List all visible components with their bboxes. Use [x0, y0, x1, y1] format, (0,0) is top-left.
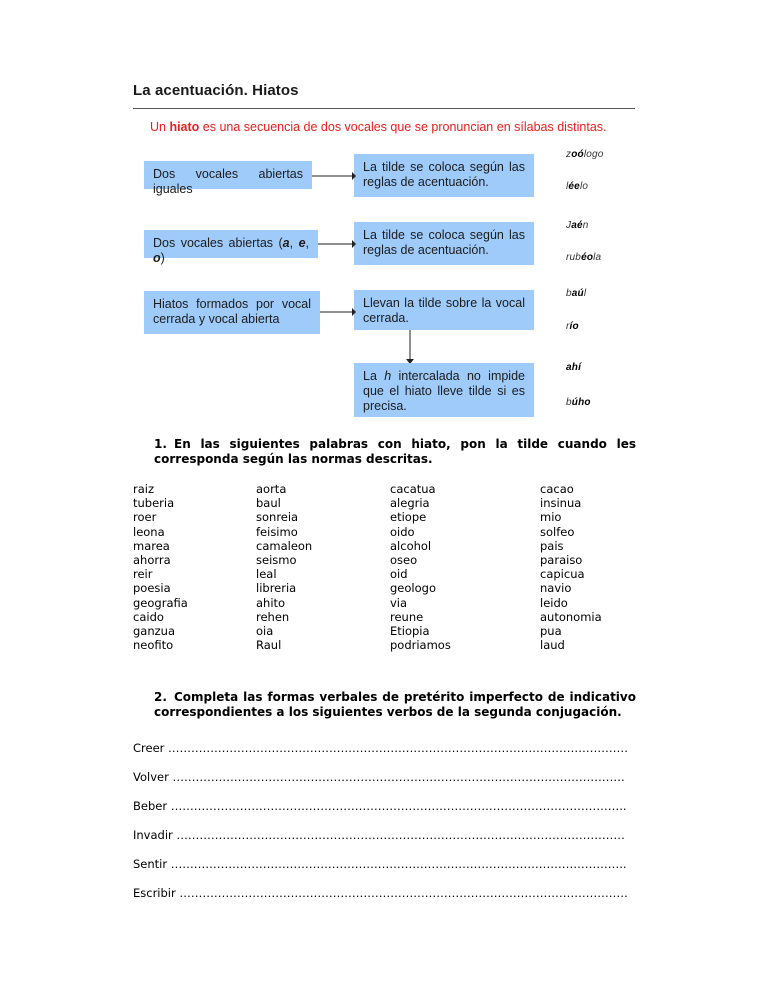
list-item: leal — [256, 567, 277, 582]
example-word: rubéola — [566, 252, 602, 263]
arrow-right-icon — [320, 306, 356, 318]
list-item: cacatua — [390, 482, 436, 496]
list-item: seismo — [256, 553, 297, 568]
list-item: solfeo — [540, 524, 575, 539]
vowel-a: a — [282, 236, 290, 250]
h-box-text: intercalada no impide que el hiato lleve tilde si es precisa. — [363, 369, 525, 413]
verb-label: Beber — [133, 799, 171, 813]
list-item: geologo — [390, 581, 436, 596]
list-item: rehen — [256, 609, 290, 624]
list-item: baul — [256, 496, 281, 511]
question-2 — [154, 690, 636, 720]
answer-blank: ………………………………………………………………………………………………………. — [172, 770, 625, 784]
list-item: tuberia — [133, 496, 175, 511]
list-item: geografia — [133, 595, 188, 610]
rule-box-closed-open: Hiatos formados por vocal cerrada y vocal abierta — [144, 291, 320, 334]
list-item: etiope — [390, 510, 427, 525]
question-1-text: En las siguientes palabras con hiato, pon la tilde cuando les corresponda según las normas descritas. — [154, 437, 636, 466]
list-item: ahorra — [133, 553, 171, 568]
definition-prefix: Un — [150, 120, 170, 134]
example-word: zoólogo — [566, 149, 604, 160]
verb-line-escribir — [133, 886, 628, 900]
example-word: río — [566, 321, 579, 332]
list-item: insinua — [540, 496, 582, 511]
example-word: baúl — [566, 288, 587, 299]
list-item: sonreia — [256, 510, 299, 525]
example-word: búho — [566, 397, 591, 408]
vowel-o: o — [153, 251, 161, 265]
rule-box-open-equal: Dos vocales abiertas iguales — [144, 161, 312, 189]
rule-box-open-different: Dos vocales abiertas (a, e, o) — [144, 230, 318, 258]
verb-line-creer — [133, 741, 628, 755]
rule-result-box-1: La tilde se coloca según las reglas de acentuación. — [354, 154, 534, 197]
rule-result-box-2: La tilde se coloca según las reglas de acentuación. — [354, 222, 534, 265]
verb-label: Creer — [133, 741, 169, 755]
hiato-definition — [150, 120, 630, 134]
list-item: via — [390, 595, 408, 610]
verb-line-beber — [133, 799, 627, 813]
example-word: ahí — [566, 362, 582, 373]
verb-line-volver — [133, 770, 625, 784]
list-item: cacao — [540, 482, 574, 496]
list-item: reir — [133, 567, 153, 582]
rule-box-h-intercalada — [354, 363, 534, 417]
verb-line-invadir — [133, 828, 625, 842]
definition-keyword: hiato — [169, 120, 200, 134]
list-item: capicua — [540, 567, 585, 582]
list-item: oseo — [390, 553, 418, 568]
answer-blank: ……………………………………………………………………………………………………… — [179, 886, 628, 900]
word-column-1 — [133, 482, 188, 652]
list-item: poesia — [133, 581, 171, 596]
verb-label: Escribir — [133, 886, 180, 900]
list-item: marea — [133, 538, 170, 553]
list-item: raiz — [133, 482, 155, 496]
definition-text: es una secuencia de dos vocales que se pronuncian en sílabas distintas. — [199, 120, 607, 134]
list-item: feisimo — [256, 524, 298, 539]
list-item: mio — [540, 510, 562, 525]
answer-blank: ……………………………………………………………………………………………………….. — [170, 857, 627, 871]
word-column-4 — [540, 482, 602, 652]
question-1-number: 1. — [154, 437, 167, 451]
word-column-3 — [390, 482, 451, 652]
arrow-down-icon — [404, 330, 416, 364]
list-item: camaleon — [256, 538, 313, 553]
word-column-2 — [256, 482, 312, 652]
list-item: Raul — [256, 638, 282, 653]
list-item: leona — [133, 524, 165, 539]
rule-box-open-different-prefix: Dos vocales abiertas ( — [153, 236, 283, 250]
list-item: paraiso — [540, 553, 583, 568]
page-title: La acentuación. Hiatos — [133, 82, 299, 99]
verb-line-sentir — [133, 857, 627, 871]
list-item: ganzua — [133, 624, 176, 639]
h-letter: h — [384, 369, 392, 383]
list-item: neofito — [133, 638, 174, 653]
list-item: oia — [256, 624, 274, 639]
rule-box-open-different-suffix: ) — [160, 251, 165, 265]
list-item: pua — [540, 624, 562, 639]
arrow-right-icon — [312, 170, 356, 182]
list-item: podriamos — [390, 638, 451, 653]
list-item: leido — [540, 595, 568, 610]
list-item: libreria — [256, 581, 297, 596]
verb-label: Invadir — [133, 828, 177, 842]
list-item: oido — [390, 524, 415, 539]
arrow-right-icon — [318, 238, 356, 250]
list-item: navio — [540, 581, 572, 596]
list-item: reune — [390, 609, 424, 624]
example-word: Jaén — [566, 220, 589, 231]
list-item: alcohol — [390, 538, 432, 553]
question-2-text: Completa las formas verbales de pretérito imperfecto de indicativo correspondientes a los siguientes verbos de la segunda conjugación. — [154, 690, 636, 719]
list-item: ahito — [256, 595, 286, 610]
verb-label: Sentir — [133, 857, 171, 871]
list-item: pais — [540, 538, 564, 553]
list-item: autonomia — [540, 609, 602, 624]
rule-result-box-3: Llevan la tilde sobre la vocal cerrada. — [354, 290, 534, 330]
list-item: laud — [540, 638, 565, 653]
answer-blank: ………………………………………………………………………………………………………… — [168, 741, 629, 755]
list-item: roer — [133, 510, 157, 525]
h-box-prefix: La — [363, 369, 385, 383]
list-item: alegria — [390, 496, 430, 511]
verb-label: Volver — [133, 770, 173, 784]
example-word: léelo — [566, 181, 589, 192]
title-divider — [133, 108, 635, 109]
list-item: oid — [390, 567, 408, 582]
list-item: caido — [133, 609, 164, 624]
list-item: aorta — [256, 482, 287, 496]
answer-blank: ……………………………………………………………………………………………………… — [176, 828, 625, 842]
list-item: Etiopia — [390, 624, 430, 639]
vowel-e: e — [298, 236, 306, 250]
answer-blank: ……………………………………………………………………………………………………….. — [170, 799, 627, 813]
question-2-number: 2. — [154, 690, 167, 704]
question-1 — [154, 437, 636, 467]
